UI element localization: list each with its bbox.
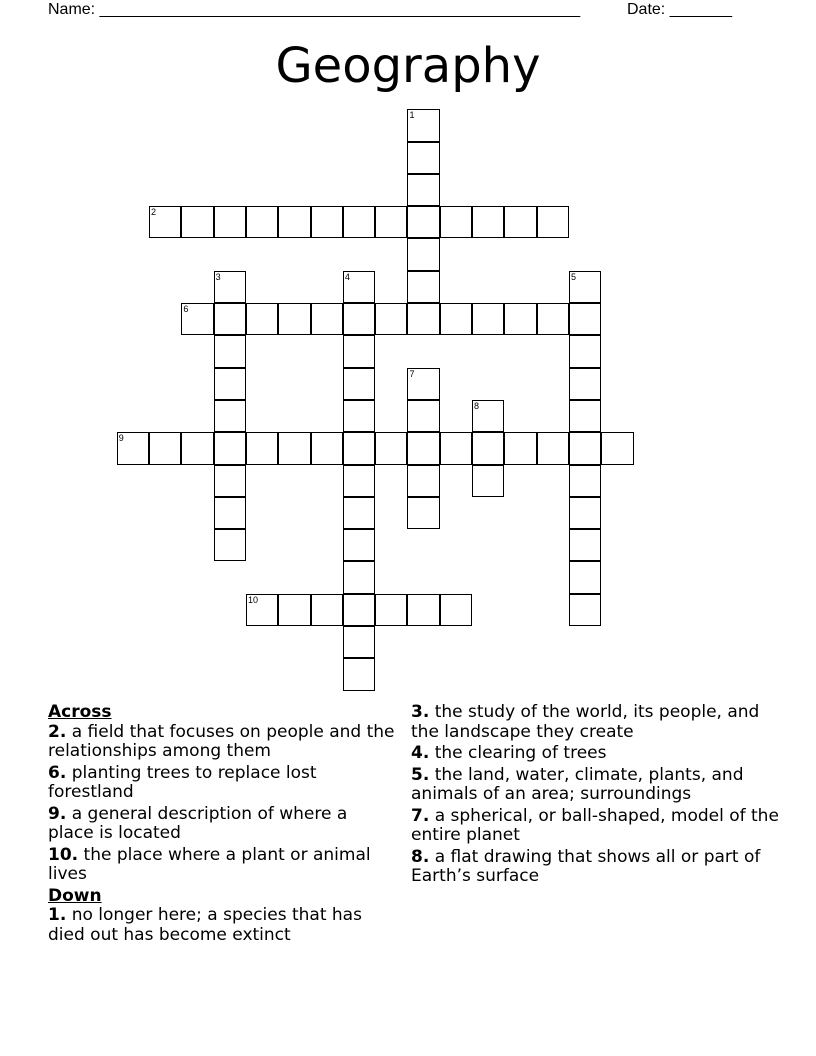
clue-number: 6 (183, 304, 189, 315)
across-clue (48, 846, 398, 885)
grid-cell[interactable] (504, 206, 536, 238)
grid-cell[interactable] (472, 432, 504, 464)
grid-cell[interactable] (278, 303, 310, 335)
clue-number: 3 (215, 271, 221, 282)
grid-cell[interactable] (504, 303, 536, 335)
grid-cell[interactable] (569, 368, 601, 400)
clues-left-column (48, 703, 398, 947)
grid-cell[interactable] (181, 432, 213, 464)
grid-cell[interactable] (472, 303, 504, 335)
grid-cell[interactable] (407, 238, 439, 270)
grid-cell[interactable] (343, 497, 375, 529)
grid-cell[interactable] (504, 432, 536, 464)
grid-cell[interactable] (407, 206, 439, 238)
down-heading: Down (48, 885, 102, 906)
clue-number: 9 (118, 433, 124, 444)
grid-cell[interactable] (214, 497, 246, 529)
clues-right-column (411, 703, 781, 889)
clue-number: 4. (411, 743, 430, 763)
grid-cell[interactable] (569, 529, 601, 561)
down-clue (411, 807, 781, 846)
clue-number: 8. (411, 846, 430, 867)
grid-cell[interactable] (181, 303, 213, 335)
grid-cell[interactable] (149, 206, 181, 238)
clue-text: the clearing of trees (429, 743, 607, 763)
grid-cell[interactable] (407, 594, 439, 626)
grid-cell[interactable] (246, 594, 278, 626)
grid-cell[interactable] (311, 303, 343, 335)
clue-text: no longer here; a species that has died out has become extinct (48, 905, 362, 945)
grid-cell[interactable] (343, 529, 375, 561)
grid-cell[interactable] (149, 432, 181, 464)
clue-text: planting trees to replace lost forestland (48, 762, 317, 802)
grid-cell[interactable] (375, 594, 407, 626)
grid-cell[interactable] (407, 142, 439, 174)
grid-cell[interactable] (311, 594, 343, 626)
grid-cell[interactable] (569, 271, 601, 303)
clue-text: a flat drawing that shows all or part of Earth’s surface (411, 846, 761, 886)
grid-cell[interactable] (569, 303, 601, 335)
clue-number: 5 (570, 271, 576, 282)
grid-cell[interactable] (375, 303, 407, 335)
clue-number: 10 (247, 594, 258, 605)
grid-cell[interactable] (343, 594, 375, 626)
grid-cell[interactable] (407, 497, 439, 529)
grid-cell[interactable] (472, 206, 504, 238)
grid-cell[interactable] (343, 206, 375, 238)
clue-number: 1 (409, 110, 415, 121)
grid-cell[interactable] (214, 271, 246, 303)
grid-cell[interactable] (117, 432, 149, 464)
clue-number: 2. (48, 721, 67, 742)
grid-cell[interactable] (537, 303, 569, 335)
grid-cell[interactable] (601, 432, 633, 464)
across-clue (48, 764, 398, 803)
grid-cell[interactable] (311, 432, 343, 464)
grid-cell[interactable] (569, 497, 601, 529)
clue-number: 3. (411, 702, 430, 722)
grid-cell[interactable] (440, 594, 472, 626)
grid-cell[interactable] (569, 561, 601, 593)
grid-cell[interactable] (181, 206, 213, 238)
down-clue (411, 703, 781, 742)
grid-cell[interactable] (246, 432, 278, 464)
grid-cell[interactable] (214, 368, 246, 400)
grid-cell[interactable] (214, 432, 246, 464)
grid-cell[interactable] (278, 206, 310, 238)
grid-cell[interactable] (407, 465, 439, 497)
grid-cell[interactable] (343, 368, 375, 400)
grid-cell[interactable] (246, 303, 278, 335)
clue-number: 2 (151, 207, 157, 218)
down-clue (411, 744, 781, 764)
clue-number: 10. (48, 844, 79, 865)
grid-cell[interactable] (343, 400, 375, 432)
clue-text: the study of the world, its people, and the landscape they create (411, 702, 760, 742)
grid-cell[interactable] (375, 206, 407, 238)
clue-number: 8 (474, 400, 480, 411)
grid-cell[interactable] (569, 594, 601, 626)
grid-cell[interactable] (311, 206, 343, 238)
grid-cell[interactable] (569, 335, 601, 367)
grid-cell[interactable] (214, 529, 246, 561)
grid-cell[interactable] (407, 400, 439, 432)
clue-text: the place where a plant or animal lives (48, 844, 371, 884)
grid-cell[interactable] (214, 335, 246, 367)
grid-cell[interactable] (278, 432, 310, 464)
clue-text: a general description of where a place is located (48, 803, 348, 843)
grid-cell[interactable] (343, 432, 375, 464)
grid-cell[interactable] (343, 465, 375, 497)
grid-cell[interactable] (440, 432, 472, 464)
grid-cell[interactable] (440, 303, 472, 335)
grid-cell[interactable] (343, 303, 375, 335)
clue-number: 6. (48, 762, 67, 783)
down-clue (411, 848, 781, 887)
grid-cell[interactable] (214, 303, 246, 335)
grid-cell[interactable] (407, 271, 439, 303)
grid-cell[interactable] (569, 465, 601, 497)
grid-cell[interactable] (537, 432, 569, 464)
grid-cell[interactable] (278, 594, 310, 626)
grid-cell[interactable] (214, 465, 246, 497)
page-title: Geography (275, 38, 541, 94)
grid-cell[interactable] (407, 368, 439, 400)
across-heading: Across (48, 702, 112, 722)
clue-number: 1. (48, 905, 67, 925)
clue-text: the land, water, climate, plants, and animals of an area; surroundings (411, 764, 744, 804)
grid-cell[interactable] (440, 206, 472, 238)
grid-cell[interactable] (407, 109, 439, 141)
grid-cell[interactable] (214, 400, 246, 432)
grid-cell[interactable] (569, 400, 601, 432)
across-clue (48, 723, 398, 762)
down-clue (411, 766, 781, 805)
clue-number: 7. (411, 805, 430, 826)
clue-text: a spherical, or ball-shaped, model of the entire planet (411, 805, 779, 845)
grid-cell[interactable] (343, 335, 375, 367)
grid-cell[interactable] (407, 303, 439, 335)
clue-number: 4 (344, 271, 350, 282)
clue-number: 9. (48, 803, 67, 824)
grid-cell[interactable] (246, 206, 278, 238)
grid-cell[interactable] (569, 432, 601, 464)
grid-cell[interactable] (407, 174, 439, 206)
grid-cell[interactable] (472, 465, 504, 497)
clue-number: 5. (411, 764, 430, 785)
grid-cell[interactable] (214, 206, 246, 238)
date-field[interactable]: Date: _______ (627, 1, 732, 18)
clue-text: a field that focuses on people and the relationships among them (48, 721, 395, 761)
grid-cell[interactable] (343, 626, 375, 658)
clue-number: 7 (409, 368, 415, 379)
grid-cell[interactable] (407, 432, 439, 464)
grid-cell[interactable] (343, 561, 375, 593)
name-field[interactable]: Name: ______________________________________________________ (48, 1, 581, 18)
grid-cell[interactable] (537, 206, 569, 238)
down-clue (48, 906, 398, 945)
grid-cell[interactable] (472, 400, 504, 432)
grid-cell[interactable] (343, 658, 375, 690)
across-clue (48, 805, 398, 844)
grid-cell[interactable] (343, 271, 375, 303)
grid-cell[interactable] (375, 432, 407, 464)
